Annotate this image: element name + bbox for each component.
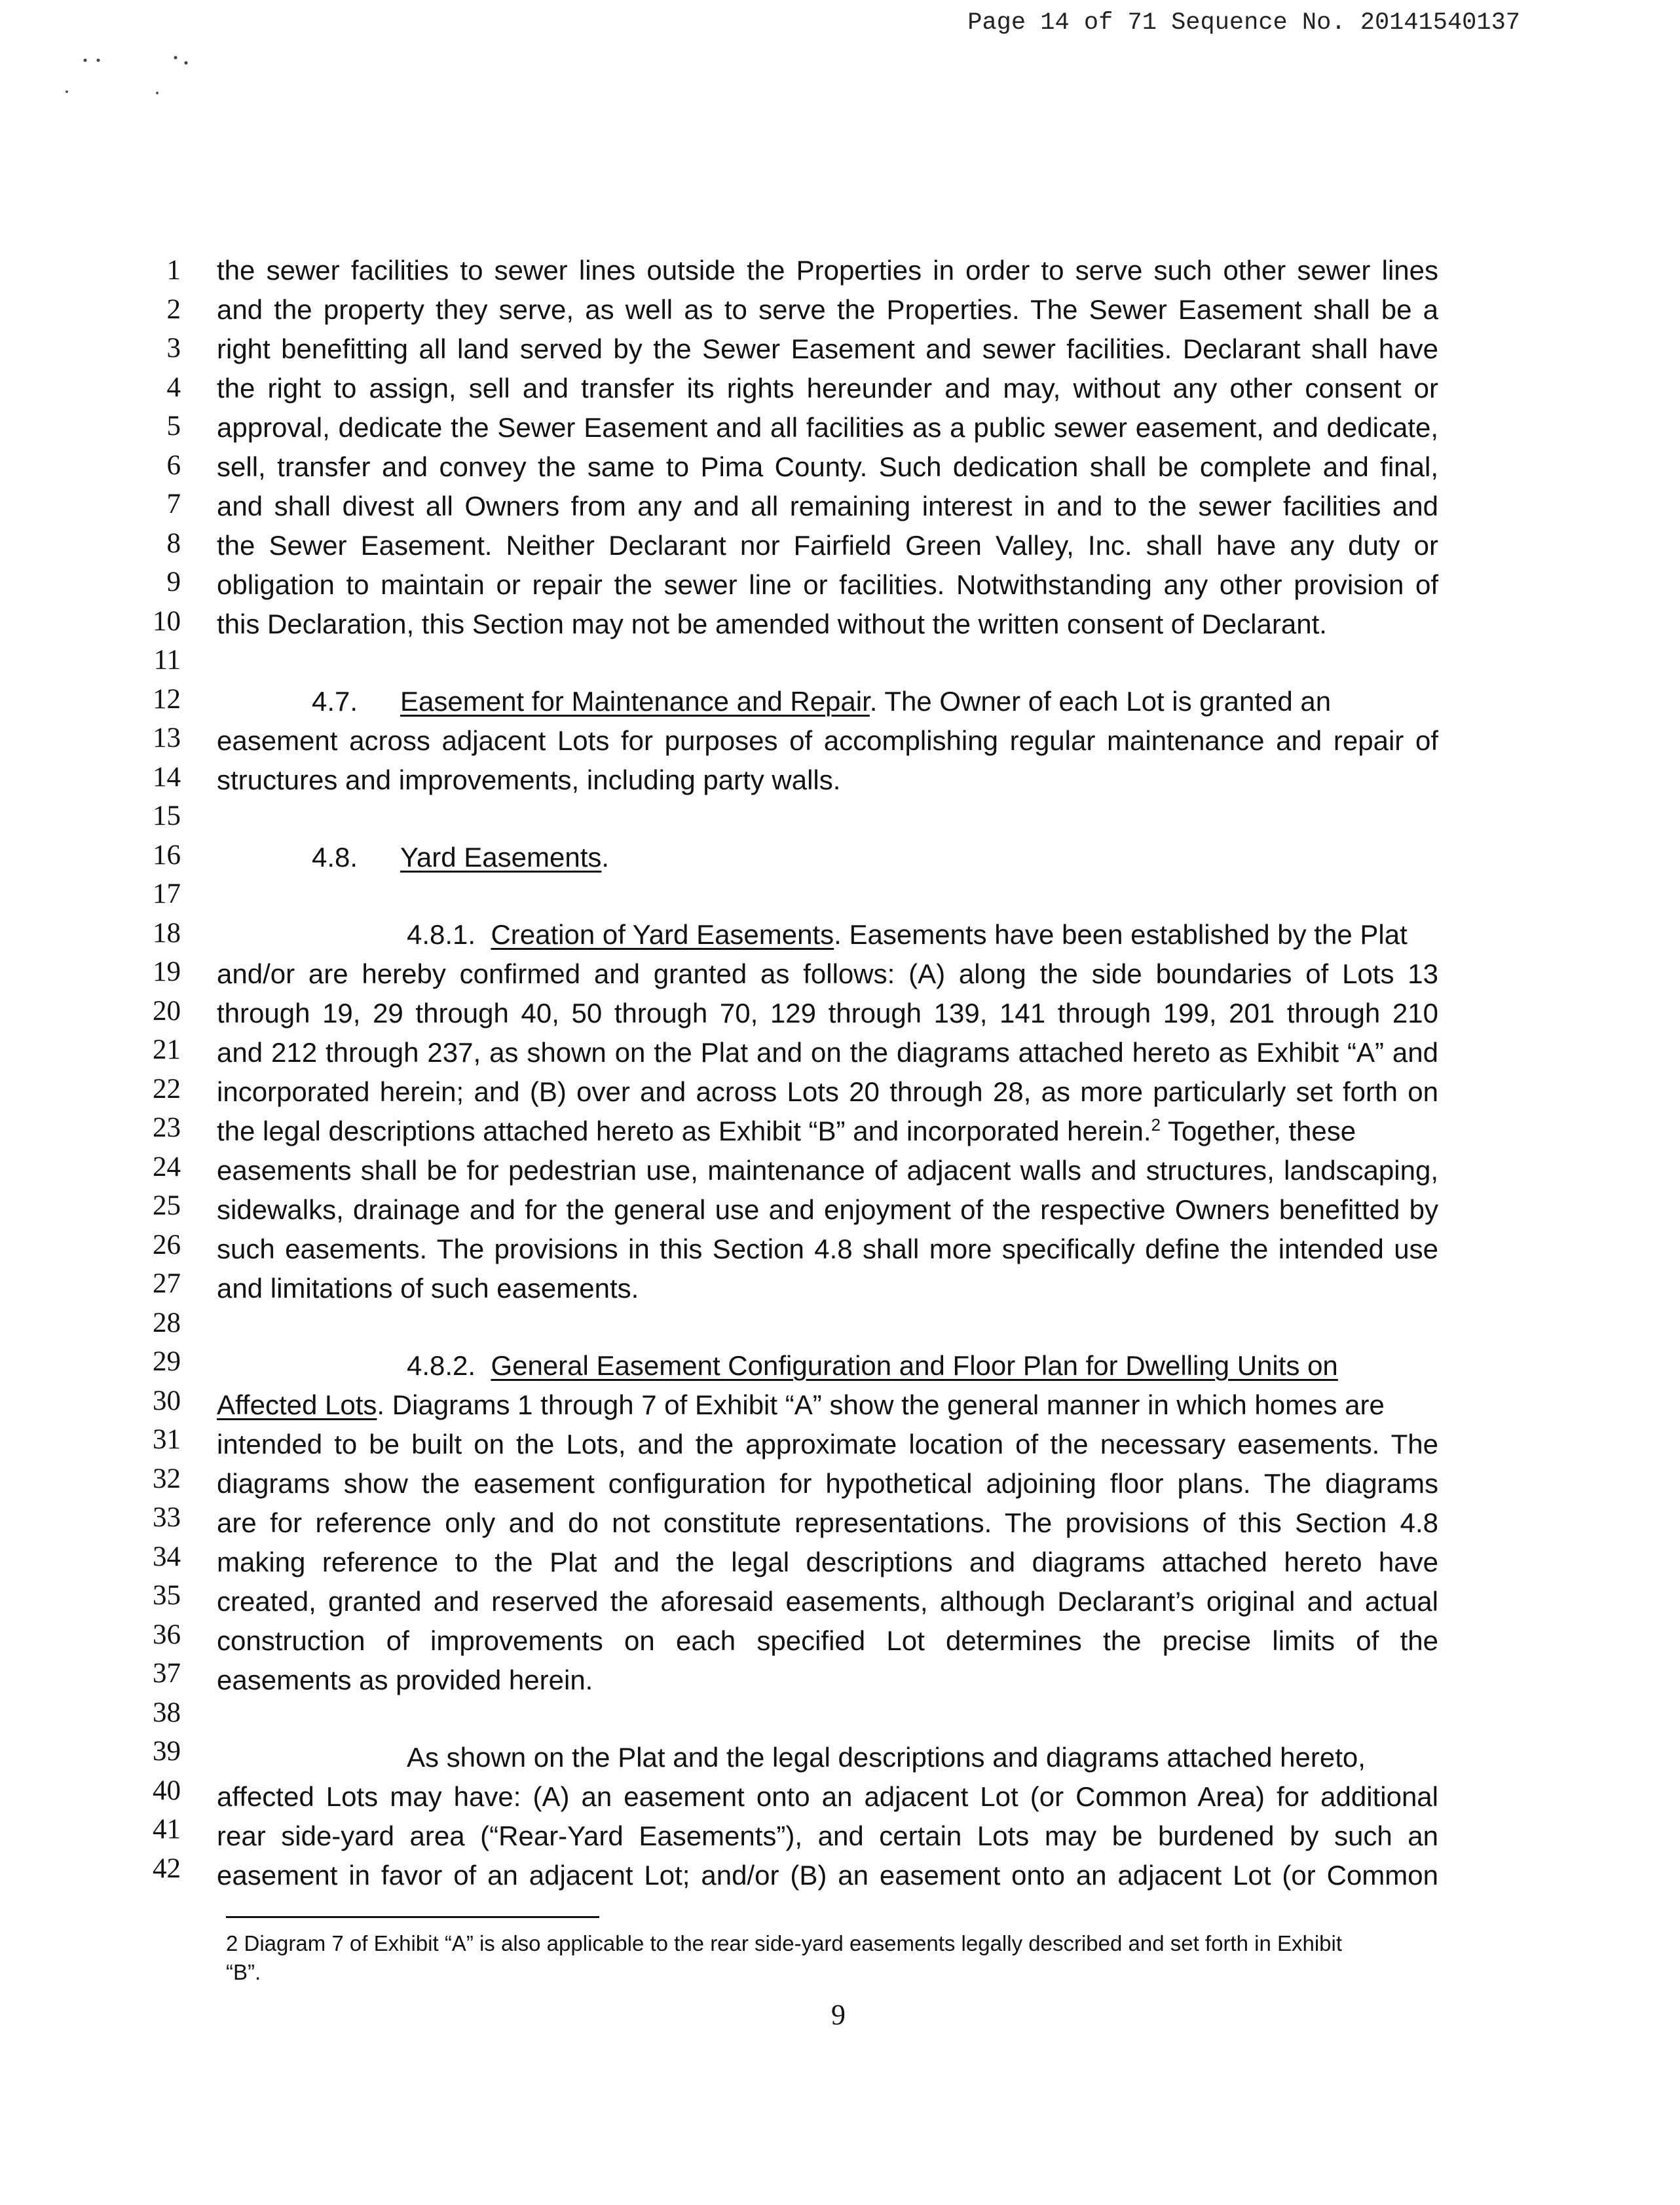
text-line: created, granted and reserved the aforesaid easements, although Declarant’s original and actual — [217, 1586, 1438, 1617]
text-span: As shown on the Plat and the legal descriptions and diagrams attached hereto, — [407, 1742, 1366, 1773]
text-span: . The Owner of each Lot is granted an — [869, 686, 1332, 717]
line-number: 16 — [153, 840, 181, 871]
line-number: 37 — [153, 1658, 181, 1689]
text-line: and limitations of such easements. — [217, 1273, 639, 1304]
text-line: incorporated herein; and (B) over and across Lots 20 through 28, as more particularly set forth on — [217, 1076, 1438, 1107]
line-number: 28 — [153, 1308, 181, 1338]
line-number: 33 — [153, 1502, 181, 1533]
text-line: are for reference only and do not constitute representations. The provisions of this Section 4.8 — [217, 1507, 1438, 1538]
text-line — [217, 1738, 1438, 1777]
text-line: through 19, 29 through 40, 50 through 70, 129 through 139, 141 through 199, 201 through 210 — [217, 998, 1438, 1028]
line-number: 36 — [153, 1619, 181, 1650]
text-line: easements as provided herein. — [217, 1665, 593, 1695]
line-number: 20 — [153, 996, 181, 1027]
line-number: 4 — [166, 372, 181, 403]
line-number: 2 — [166, 294, 181, 325]
line-number: 17 — [153, 878, 181, 909]
line-number: 3 — [166, 333, 181, 364]
footnote-reference: 2 — [1151, 1115, 1161, 1135]
section-title: Yard Easements — [400, 842, 602, 873]
line-number: 22 — [153, 1074, 181, 1104]
text-line: this Declaration, this Section may not be amended without the written consent of Declarant. — [217, 609, 1327, 639]
text-line: sidewalks, drainage and for the general use and enjoyment of the respective Owners benefitted by — [217, 1194, 1438, 1225]
text-span: the legal descriptions attached hereto as Exhibit “B” and incorporated herein. — [217, 1116, 1151, 1146]
line-number: 39 — [153, 1736, 181, 1767]
text-line: right benefitting all land served by the Sewer Easement and sewer facilities. Declarant shall have — [217, 333, 1438, 364]
section-title: Easement for Maintenance and Repair — [400, 686, 870, 717]
line-number: 1 — [166, 255, 181, 286]
line-number: 32 — [153, 1463, 181, 1494]
text-span: . Diagrams 1 through 7 of Exhibit “A” show the general manner in which homes are — [377, 1389, 1385, 1420]
footnote-line: 2 Diagram 7 of Exhibit “A” is also applicable to the rear side-yard easements legally described and set forth in Exhibit — [226, 1931, 1343, 1955]
text-line: easements shall be for pedestrian use, maintenance of adjacent walls and structures, landscaping, — [217, 1155, 1438, 1186]
line-number: 25 — [153, 1190, 181, 1221]
text-line: sell, transfer and convey the same to Pima County. Such dedication shall be complete and final, — [217, 451, 1438, 482]
line-number: 29 — [153, 1346, 181, 1377]
text-line: and/or are hereby confirmed and granted as follows: (A) along the side boundaries of Lots 13 — [217, 958, 1438, 989]
text-line — [217, 1112, 1438, 1151]
section-title: Creation of Yard Easements — [491, 919, 834, 950]
footnote-line: “B”. — [226, 1960, 261, 1984]
section-4-8-heading-line — [217, 838, 1438, 877]
text-span: . — [601, 842, 610, 873]
text-line: the Sewer Easement. Neither Declarant nor Fairfield Green Valley, Inc. shall have any duty or — [217, 530, 1438, 561]
line-number: 23 — [153, 1112, 181, 1143]
text-line: easement in favor of an adjacent Lot; and/or (B) an easement onto an adjacent Lot (or Common — [217, 1860, 1438, 1891]
text-line: affected Lots may have: (A) an easement onto an adjacent Lot (or Common Area) for additional — [217, 1781, 1438, 1812]
text-line: and shall divest all Owners from any and all remaining interest in and to the sewer facilities and — [217, 491, 1438, 521]
line-number: 13 — [153, 723, 181, 753]
section-number: 4.7. — [312, 686, 358, 717]
page-header: Page 14 of 71 Sequence No. 20141540137 — [967, 9, 1520, 37]
section-title: General Easement Configuration and Floor Plan for Dwelling Units on — [491, 1350, 1338, 1381]
line-number: 26 — [153, 1230, 181, 1260]
line-number: 10 — [153, 606, 181, 637]
line-number: 8 — [166, 528, 181, 559]
line-number: 38 — [153, 1697, 181, 1728]
text-line: easement across adjacent Lots for purposes of accomplishing regular maintenance and repair of — [217, 725, 1438, 756]
text-line: and the property they serve, as well as to serve the Properties. The Sewer Easement shall be a — [217, 294, 1438, 325]
line-number: 40 — [153, 1775, 181, 1806]
text-line: obligation to maintain or repair the sewer line or facilities. Notwithstanding any other provision of — [217, 569, 1438, 600]
line-number: 18 — [153, 918, 181, 949]
line-number: 12 — [153, 684, 181, 715]
line-number: 15 — [153, 801, 181, 831]
line-number: 21 — [153, 1034, 181, 1065]
text-line: approval, dedicate the Sewer Easement and all facilities as a public sewer easement, and dedicate, — [217, 412, 1438, 443]
line-number: 6 — [166, 450, 181, 481]
footnote-divider — [226, 1916, 599, 1918]
line-number: 31 — [153, 1424, 181, 1455]
text-line: diagrams show the easement configuration for hypothetical adjoining floor plans. The diagrams — [217, 1468, 1438, 1499]
text-line: the right to assign, sell and transfer its rights hereunder and may, without any other consent or — [217, 373, 1438, 404]
text-line: and 212 through 237, as shown on the Plat and on the diagrams attached hereto as Exhibit “A” and — [217, 1037, 1438, 1068]
text-span: Together, these — [1161, 1116, 1356, 1146]
section-number: 4.8.1. — [407, 919, 476, 950]
line-number: 11 — [153, 645, 181, 675]
section-number: 4.8.2. — [407, 1350, 476, 1381]
line-number: 42 — [153, 1853, 181, 1884]
line-number: 14 — [153, 762, 181, 793]
text-line — [217, 1385, 1438, 1425]
line-number: 19 — [153, 956, 181, 987]
text-line: the sewer facilities to sewer lines outside the Properties in order to serve such other sewer lines — [217, 255, 1438, 286]
line-number: 41 — [153, 1814, 181, 1845]
text-line: construction of improvements on each specified Lot determines the precise limits of the — [217, 1625, 1438, 1656]
section-4-8-1-heading-line — [217, 915, 1438, 954]
line-number: 35 — [153, 1580, 181, 1611]
line-number: 5 — [166, 411, 181, 442]
line-number: 24 — [153, 1152, 181, 1182]
page-number: 9 — [831, 1999, 846, 2031]
text-line: making reference to the Plat and the legal descriptions and diagrams attached hereto have — [217, 1547, 1438, 1577]
line-number: 9 — [166, 567, 181, 597]
line-number: 34 — [153, 1541, 181, 1572]
line-number: 7 — [166, 489, 181, 519]
section-title-continued: Affected Lots — [217, 1389, 377, 1420]
text-line: intended to be built on the Lots, and the approximate location of the necessary easements. The — [217, 1429, 1438, 1460]
section-number: 4.8. — [312, 842, 358, 873]
line-number: 30 — [153, 1385, 181, 1416]
text-span: . Easements have been established by the Plat — [834, 919, 1408, 950]
line-number: 27 — [153, 1268, 181, 1299]
text-line: structures and improvements, including party walls. — [217, 764, 841, 795]
scan-specks — [39, 46, 196, 105]
text-line: such easements. The provisions in this Section 4.8 shall more specifically define the intended use — [217, 1234, 1438, 1264]
text-line: rear side-yard area (“Rear-Yard Easements”), and certain Lots may be burdened by such an — [217, 1820, 1438, 1851]
section-4-8-2-heading-line — [217, 1346, 1438, 1385]
section-4-7-heading-line — [217, 682, 1438, 721]
